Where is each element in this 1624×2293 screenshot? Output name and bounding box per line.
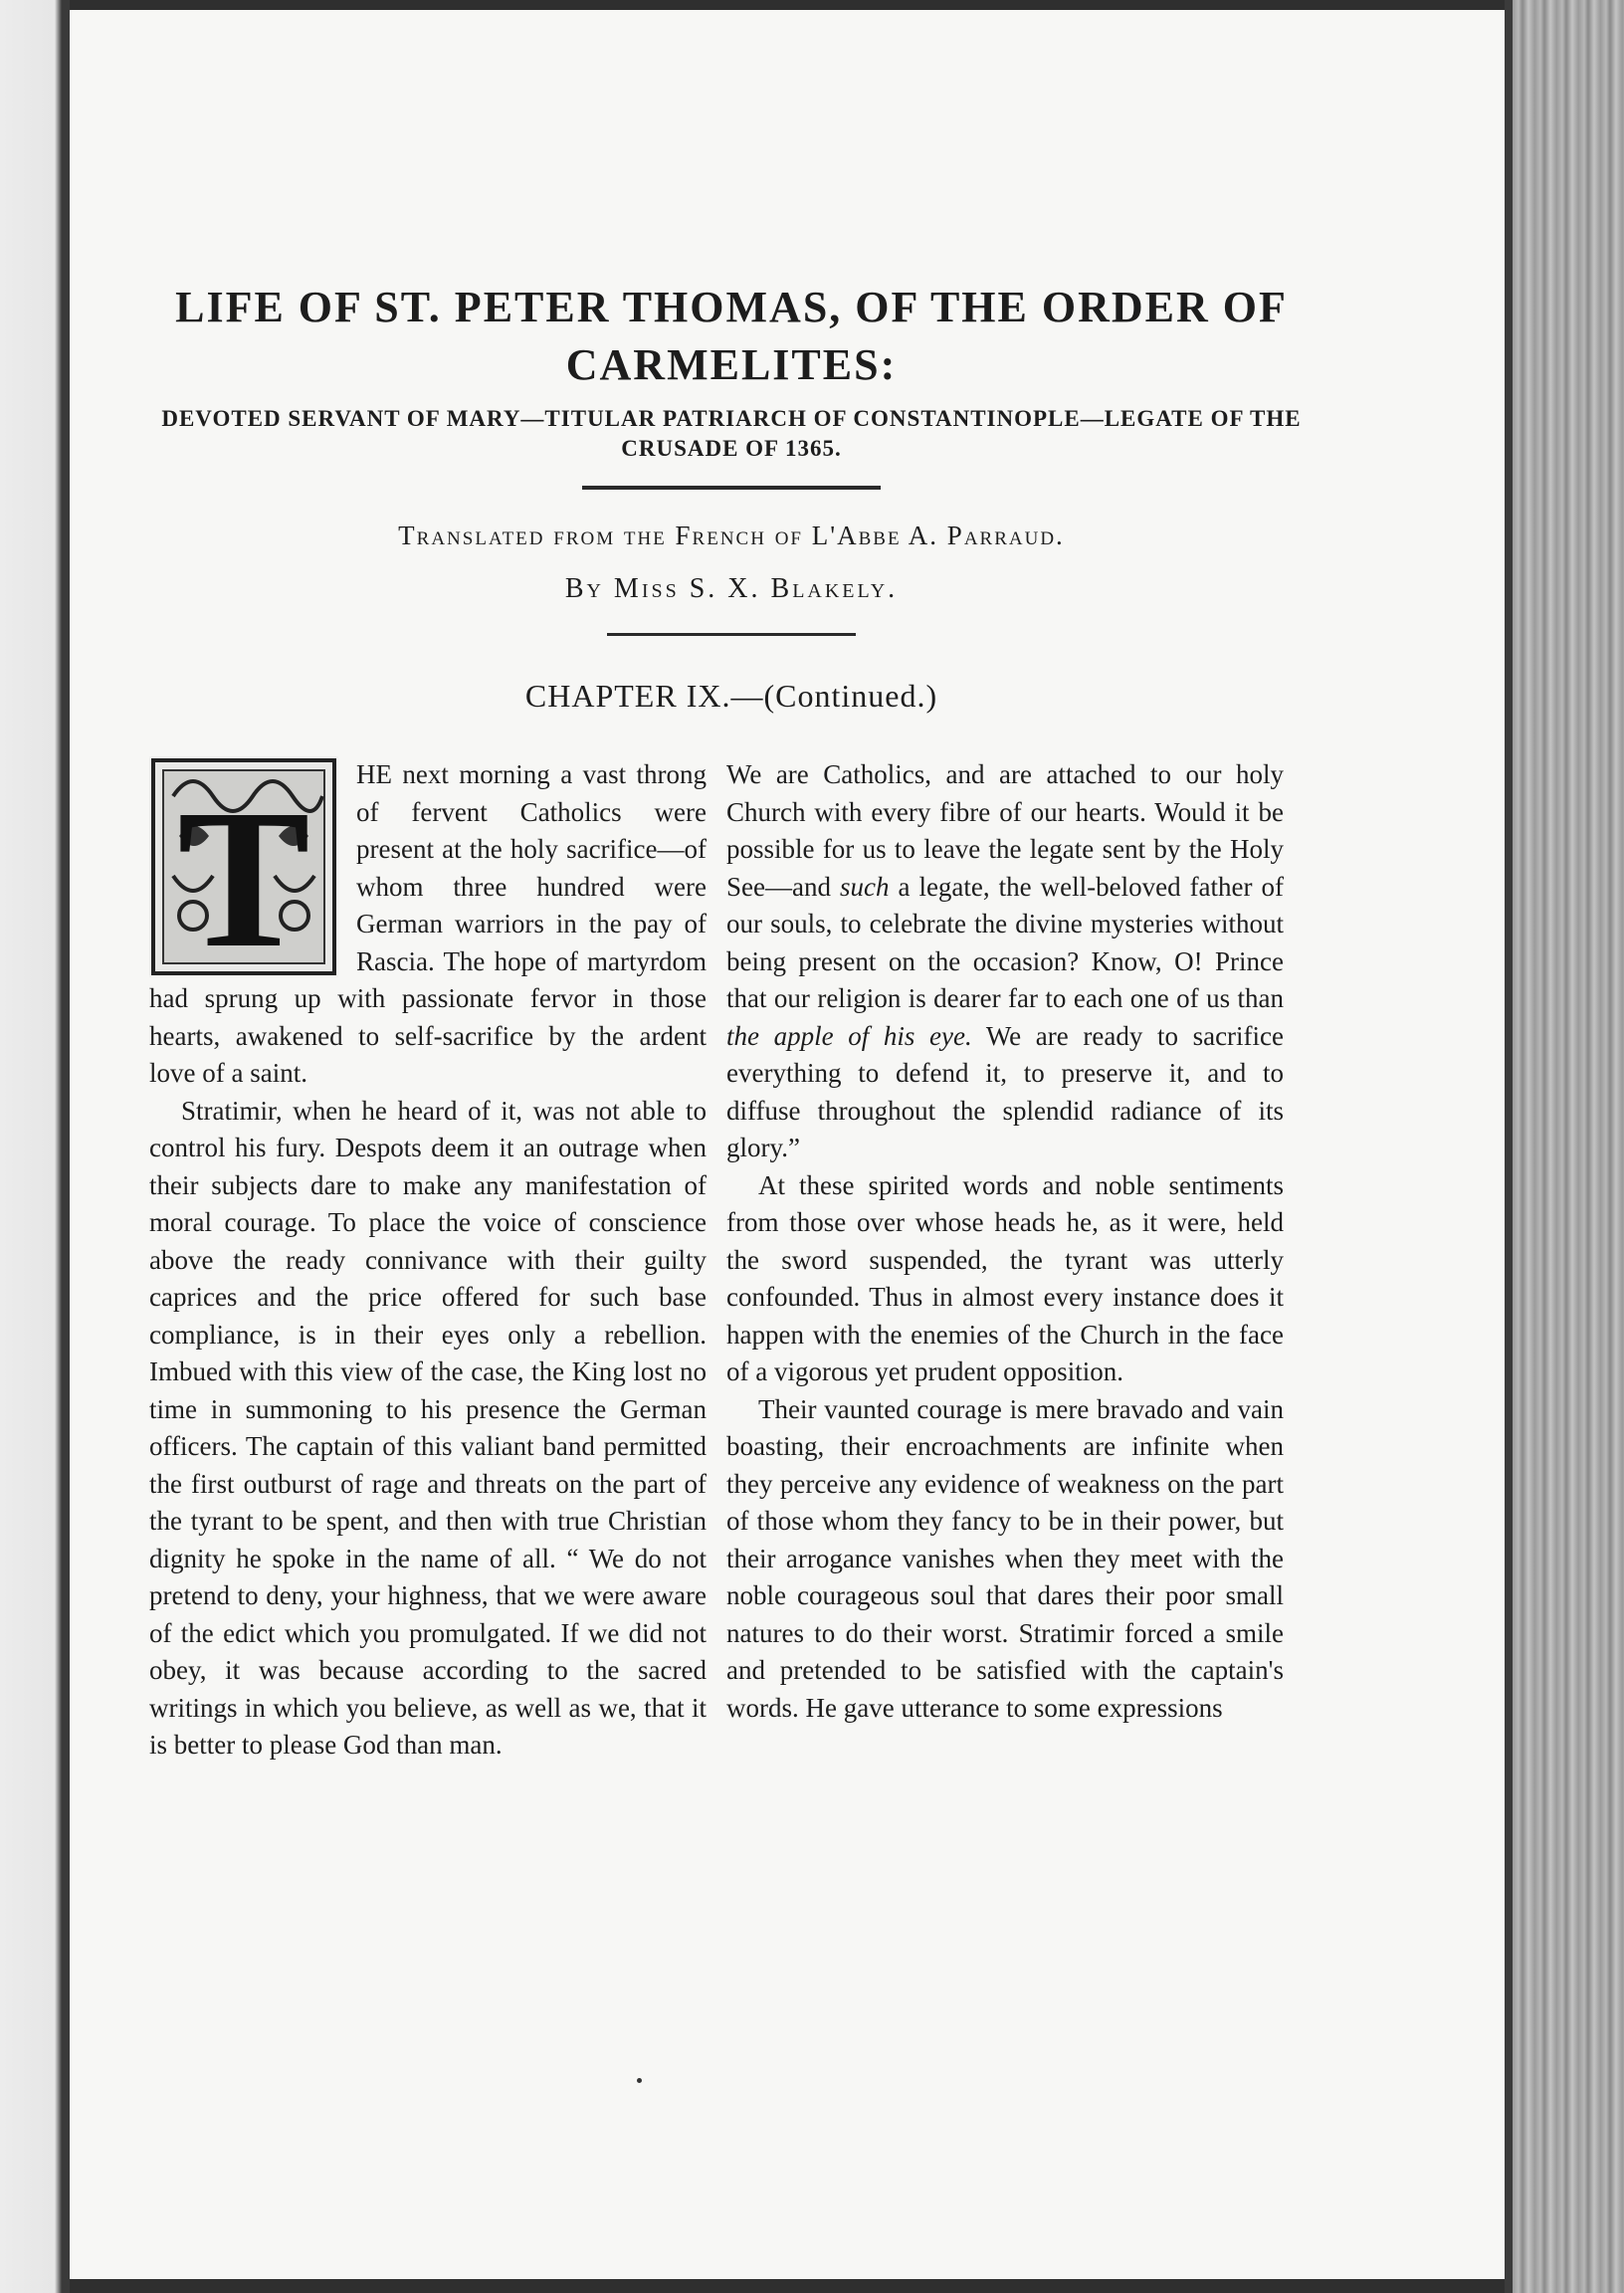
translation-credit: Translated from the French of L'Abbe A. Parraud. xyxy=(398,521,1065,550)
italic-such: such xyxy=(839,871,890,902)
italic-apple-of-eye: the apple of his eye. xyxy=(726,1020,972,1051)
left-paragraph-2: Stratimir, when he heard of it, was not able to control his fury. Despots deem it an outrage when their subjects dare to make any manifestation of moral courage. To place the voice of conscience above the ready connivance with their guilty caprices and the price offered for such base compliance, is in their eyes only a rebellion. Imbued with this view of the case, the King lost no time in summoning to his presence the German officers. The captain of this valiant band permitted the first outburst of rage and threats on the part of the tyrant to be spent, and then with true Christian dignity he spoke in the name of all. “ We do not pretend to deny, your highness, that we were aware of the edict which you promulgated. If we did not obey, it was because according to the sacred writings in which you believe, as well as we, that it is better to please God than man. xyxy=(149,1095,707,1760)
right-paragraph-1 xyxy=(726,756,1284,1167)
ornamental-initial-icon xyxy=(149,756,338,977)
scan-left-margin xyxy=(0,0,70,2293)
divider-rule xyxy=(582,486,881,490)
right-paragraph-1-part-b: a legate, the well-beloved father of our souls, to celebrate the divine mysteries without being present on the occasion? Know, O! Prince that our religion is dearer far to each one of us than xyxy=(726,871,1285,1013)
right-paragraph-2: At these spirited words and noble sentiments from those over whose heads he, as it were, held the sword suspended, the tyrant was utterly confounded. Thus in almost every instance does it happen with the enemies of the Church in the face of a vigorous yet prudent opposition. xyxy=(726,1169,1284,1386)
right-column xyxy=(726,756,1284,1727)
article-subtitle: DEVOTED SERVANT OF MARY—TITULAR PATRIARCH OF CONSTANTINOPLE—LEGATE OF THE CRUSADE OF 1365. xyxy=(161,406,1302,461)
right-paragraph-3: Their vaunted courage is mere bravado and vain boasting, their encroachments are infinite when they perceive any evidence of weakness on the part of those whom they fancy to be in their power, but their arrogance vanishes when they meet with the noble courageous soul that dares their poor small natures to do their worst. Stratimir forced a smile and pretended to be satisfied with the captain's words. He gave utterance to some expressions xyxy=(726,1393,1284,1723)
translator-byline: By Miss S. X. Blakely. xyxy=(564,573,899,604)
right-paragraph-1-part-c: We are ready to sacrifice everything to defend it, to preserve it, and to diffuse throughout the splendid radiance of its glory.” xyxy=(726,1020,1285,1162)
article-header xyxy=(149,279,1314,716)
initial-letter: T xyxy=(177,769,310,977)
chapter-heading: CHAPTER IX.—(Continued.) xyxy=(524,678,938,714)
left-column xyxy=(149,756,707,1765)
article-title: LIFE OF ST. PETER THOMAS, OF THE ORDER OF CARMELITES: xyxy=(175,283,1288,389)
divider-rule-2 xyxy=(607,633,856,636)
left-paragraph-1: HE next morning a vast throng of fervent Catholics were present at the holy sacrifice—of whom three hundred were German warriors in the pay of Rascia. The hope of martyrdom had sprung up with passionate fervor in those hearts, awakened to self-sacrifice by the ardent love of a saint. xyxy=(149,759,707,1088)
ornamental-initial xyxy=(149,756,338,977)
print-speck xyxy=(637,2078,642,2083)
right-paragraph-1-part-a: We are Catholics, and are attached to our holy Church with every fibre of our hearts. Would it be possible for us to leave the legate sent by the Holy See—and xyxy=(726,759,1284,902)
page-edges xyxy=(1513,0,1624,2293)
